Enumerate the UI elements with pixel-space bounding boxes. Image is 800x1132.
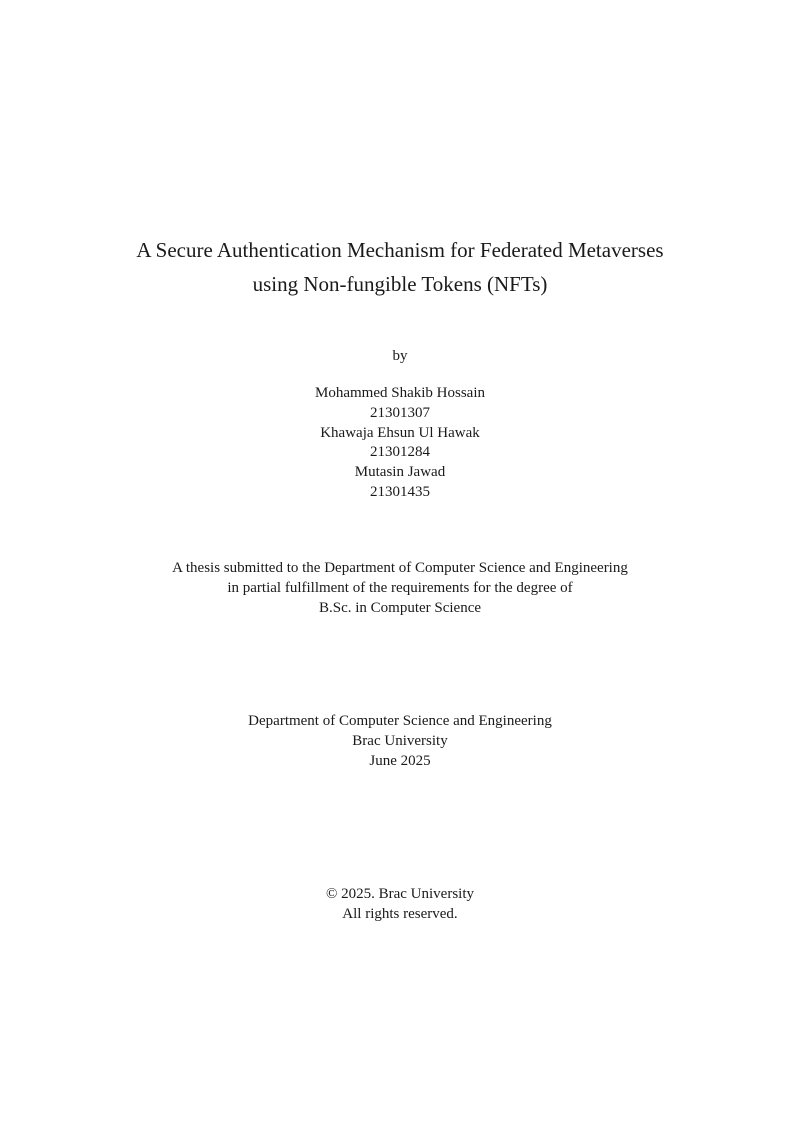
author-name: Khawaja Ehsun Ul Hawak xyxy=(320,424,480,441)
copyright-line-1: © 2025. Brac University xyxy=(325,886,475,902)
author-name: Mohammed Shakib Hossain xyxy=(315,385,485,401)
copyright-notice xyxy=(0,885,800,925)
department-name: Department of Computer Science and Engineering xyxy=(248,713,552,729)
submission-line-2: in partial fulfillment of the requirements for the degree of xyxy=(227,579,573,596)
author-list xyxy=(0,384,800,503)
author-id: 21301284 xyxy=(370,444,430,461)
copyright-line-2: All rights reserved. xyxy=(342,905,458,922)
thesis-title-line-1: A Secure Authentication Mechanism for Federated Metaverses xyxy=(136,238,664,262)
author-id: 21301435 xyxy=(370,483,430,500)
author-id: 21301307 xyxy=(370,404,430,421)
submission-statement xyxy=(0,559,800,618)
author-name: Mutasin Jawad xyxy=(354,464,446,481)
submission-line-1: A thesis submitted to the Department of Computer Science and Engineering xyxy=(172,560,628,576)
by-label: by xyxy=(392,348,408,364)
degree-line: B.Sc. in Computer Science xyxy=(318,599,482,616)
thesis-title-line-2: using Non-fungible Tokens (NFTs) xyxy=(252,272,548,296)
submission-date: June 2025 xyxy=(369,752,431,769)
institution-block xyxy=(0,712,800,771)
thesis-title xyxy=(0,233,800,301)
university-name: Brac University xyxy=(352,732,448,749)
